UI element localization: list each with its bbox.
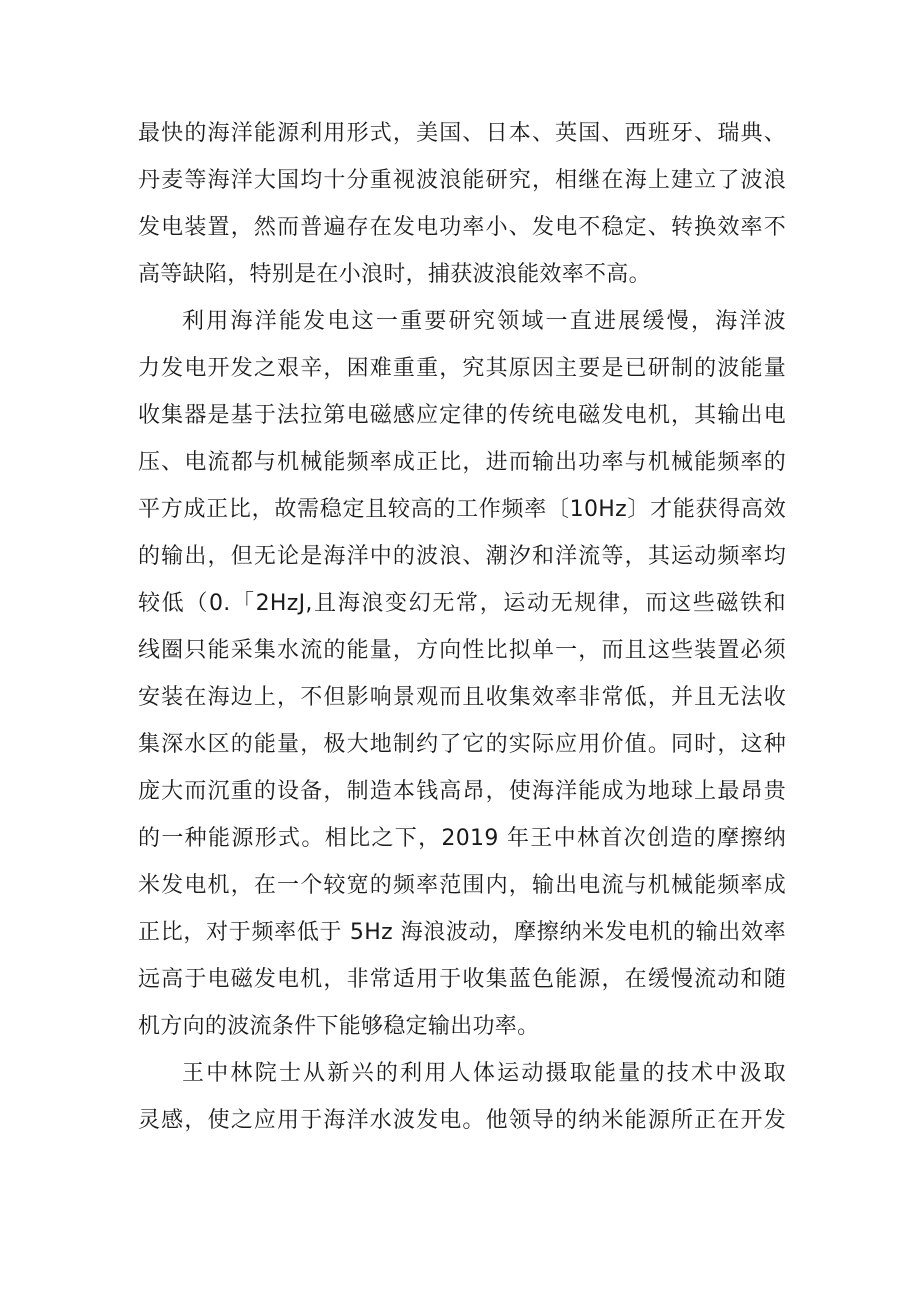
paragraph-2-line-1: 利用海洋能发电这一重要研究领域一直进展缓慢，海洋波 bbox=[182, 309, 786, 334]
paragraph-2-line-13: 米发电机，在一个较宽的频率范围内，输出电流与机械能频率成 bbox=[138, 873, 786, 898]
paragraph-1-line-1: 最快的海洋能源利用形式，美国、日本、英国、西班牙、瑞典、 bbox=[138, 121, 786, 146]
paragraph-2-line-14: 正比，对于频率低于 5Hz 海浪波动，摩擦纳米发电机的输出效率 bbox=[138, 920, 786, 945]
paragraph-1-line-3: 发电装置，然而普遍存在发电功率小、发电不稳定、转换效率不 bbox=[138, 215, 786, 240]
paragraph-2-line-7: 较低（0.「2HzJ,且海浪变幻无常，运动无规律，而这些磁铁和 bbox=[138, 591, 786, 616]
paragraph-2-line-4: 压、电流都与机械能频率成正比，进而输出功率与机械能频率的 bbox=[138, 450, 786, 475]
paragraph-2-line-15: 远高于电磁发电机，非常适用于收集蓝色能源，在缓慢流动和随 bbox=[138, 967, 786, 992]
paragraph-2-line-9: 安装在海边上，不但影响景观而且收集效率非常低，并且无法收 bbox=[138, 685, 786, 710]
paragraph-2-line-2: 力发电开发之艰辛，困难重重，究其原因主要是已研制的波能量 bbox=[138, 356, 786, 381]
paragraph-2-line-6: 的输出，但无论是海洋中的波浪、潮汐和洋流等，其运动频率均 bbox=[138, 544, 786, 569]
body-text bbox=[138, 110, 786, 1144]
paragraph-2-line-8: 线圈只能采集水流的能量，方向性比拟单一，而且这些装置必须 bbox=[138, 638, 786, 663]
paragraph-2-line-16: 机方向的波流条件下能够稳定输出功率。 bbox=[138, 1014, 540, 1039]
paragraph-1-line-4: 高等缺陷，特别是在小浪时，捕获波浪能效率不高。 bbox=[138, 262, 651, 287]
paragraph-3-line-1: 王中林院士从新兴的利用人体运动摄取能量的技术中汲取 bbox=[182, 1061, 786, 1086]
paragraph-2-line-10: 集深水区的能量，极大地制约了它的实际应用价值。同时，这种 bbox=[138, 732, 786, 757]
paragraph-3-line-2: 灵感，使之应用于海洋水波发电。他领导的纳米能源所正在开发 bbox=[138, 1108, 786, 1133]
paragraph-2-line-5: 平方成正比，故需稳定且较高的工作频率〔10Hz〕才能获得高效 bbox=[138, 497, 786, 522]
paragraph-1-line-2: 丹麦等海洋大国均十分重视波浪能研究，相继在海上建立了波浪 bbox=[138, 168, 786, 193]
paragraph-2-line-11: 庞大而沉重的设备，制造本钱高昂，使海洋能成为地球上最昂贵 bbox=[138, 779, 786, 804]
paragraph-2-line-12: 的一种能源形式。相比之下，2019 年王中林首次创造的摩擦纳 bbox=[138, 826, 786, 851]
paragraph-2-line-3: 收集器是基于法拉第电磁感应定律的传统电磁发电机，其输出电 bbox=[138, 403, 786, 428]
